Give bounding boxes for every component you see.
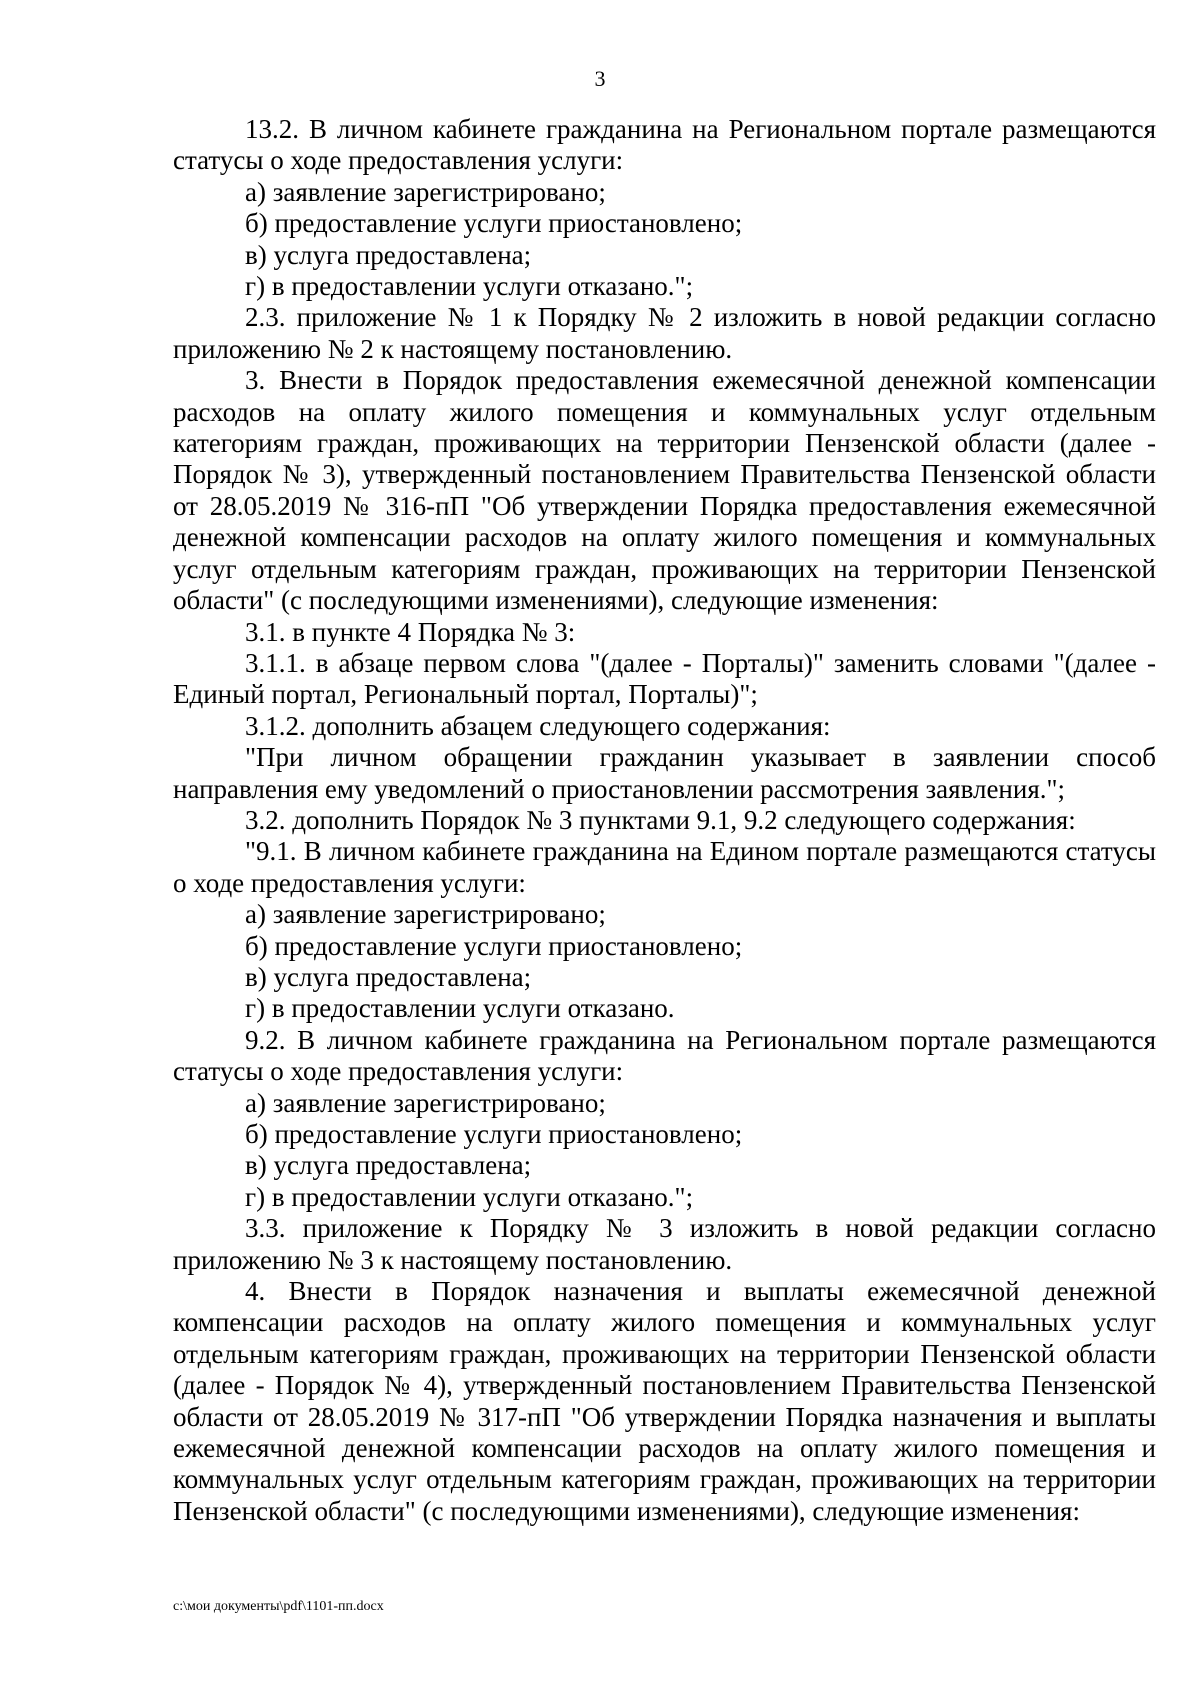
list-item-a: а) заявление зарегистрировано; bbox=[245, 899, 606, 930]
paragraph-13-2: 13.2. В личном кабинете гражданина на Региональном портале размещаются статусы о ходе предоставления услуги: bbox=[173, 114, 1156, 176]
paragraph-2-3: 2.3. приложение № 1 к Порядку № 2 изложить в новой редакции согласно приложению № 2 к настоящему постановлению. bbox=[173, 302, 1156, 364]
paragraph-9-2: 9.2. В личном кабинете гражданина на Региональном портале размещаются статусы о ходе предоставления услуги: bbox=[173, 1024, 1156, 1087]
list-item-g: г) в предоставлении услуги отказано. bbox=[245, 993, 675, 1024]
list-item-v: в) услуга предоставлена; bbox=[245, 239, 532, 270]
paragraph-3-3: 3.3. приложение к Порядку № 3 изложить в новой редакции согласно приложению № 3 к настоящему постановлению. bbox=[173, 1213, 1156, 1275]
paragraph-3-1-1: 3.1.1. в абзаце первом слова "(далее - Порталы)" заменить словами "(далее - Единый портал, Региональный портал, Порталы)"; bbox=[173, 647, 1156, 710]
paragraph-4: 4. Внести в Порядок назначения и выплаты ежемесячной денежной компенсации расходов на оплату жилого помещения и коммунальных услуг отдельным категориям граждан, проживающих на территории Пензенской области (далее - Порядок № 4), утвержденный постановлением Правительства Пензенской области от 28.05.2019 № 317-пП "Об утверждении Порядка назначения и выплаты ежемесячной денежной компенсации расходов на оплату жилого помещения и коммунальных услуг отдельным категориям граждан, проживающих на территории Пензенской области" (с последующими изменениями), следующие изменения: bbox=[173, 1276, 1156, 1526]
page-number: 3 bbox=[594, 66, 606, 91]
list-item-a: а) заявление зарегистрировано; bbox=[245, 176, 606, 207]
paragraph-3-1: 3.1. в пункте 4 Порядка № 3: bbox=[245, 616, 576, 647]
paragraph-3-1-2: 3.1.2. дополнить абзацем следующего содержания: bbox=[245, 710, 831, 741]
list-item-g: г) в предоставлении услуги отказано."; bbox=[245, 1181, 694, 1212]
list-item-v: в) услуга предоставлена; bbox=[245, 961, 532, 992]
list-item-b: б) предоставление услуги приостановлено; bbox=[245, 930, 743, 961]
list-item-b: б) предоставление услуги приостановлено; bbox=[245, 208, 743, 239]
paragraph-9-1: "9.1. В личном кабинете гражданина на Едином портале размещаются статусы о ходе предоставления услуги: bbox=[173, 836, 1156, 898]
list-item-b: б) предоставление услуги приостановлено; bbox=[245, 1119, 743, 1149]
quoted-paragraph: "При личном обращении гражданин указывает в заявлении способ направления ему уведомлений о приостановлении рассмотрения заявления."; bbox=[173, 742, 1156, 804]
paragraph-3-2: 3.2. дополнить Порядок № 3 пунктами 9.1, 9.2 следующего содержания: bbox=[245, 804, 1076, 835]
list-item-g: г) в предоставлении услуги отказано."; bbox=[245, 271, 694, 302]
footer-file-path: c:\мои документы\pdf\1101-пп.docx bbox=[173, 1599, 384, 1614]
paragraph-3: 3. Внести в Порядок предоставления ежемесячной денежной компенсации расходов на оплату жилого помещения и коммунальных услуг отдельным категориям граждан, проживающих на территории Пензенской области (далее - Порядок № 3), утвержденный постановлением Правительства Пензенской области от 28.05.2019 № 316-пП "Об утверждении Порядка предоставления ежемесячной денежной компенсации расходов на оплату жилого помещения и коммунальных услуг отдельным категориям граждан, проживающих на территории Пензенской области" (с последующими изменениями), следующие изменения: bbox=[173, 365, 1156, 616]
document-body bbox=[173, 114, 1156, 1527]
list-item-a: а) заявление зарегистрировано; bbox=[245, 1087, 606, 1118]
list-item-v: в) услуга предоставлена; bbox=[245, 1150, 532, 1181]
